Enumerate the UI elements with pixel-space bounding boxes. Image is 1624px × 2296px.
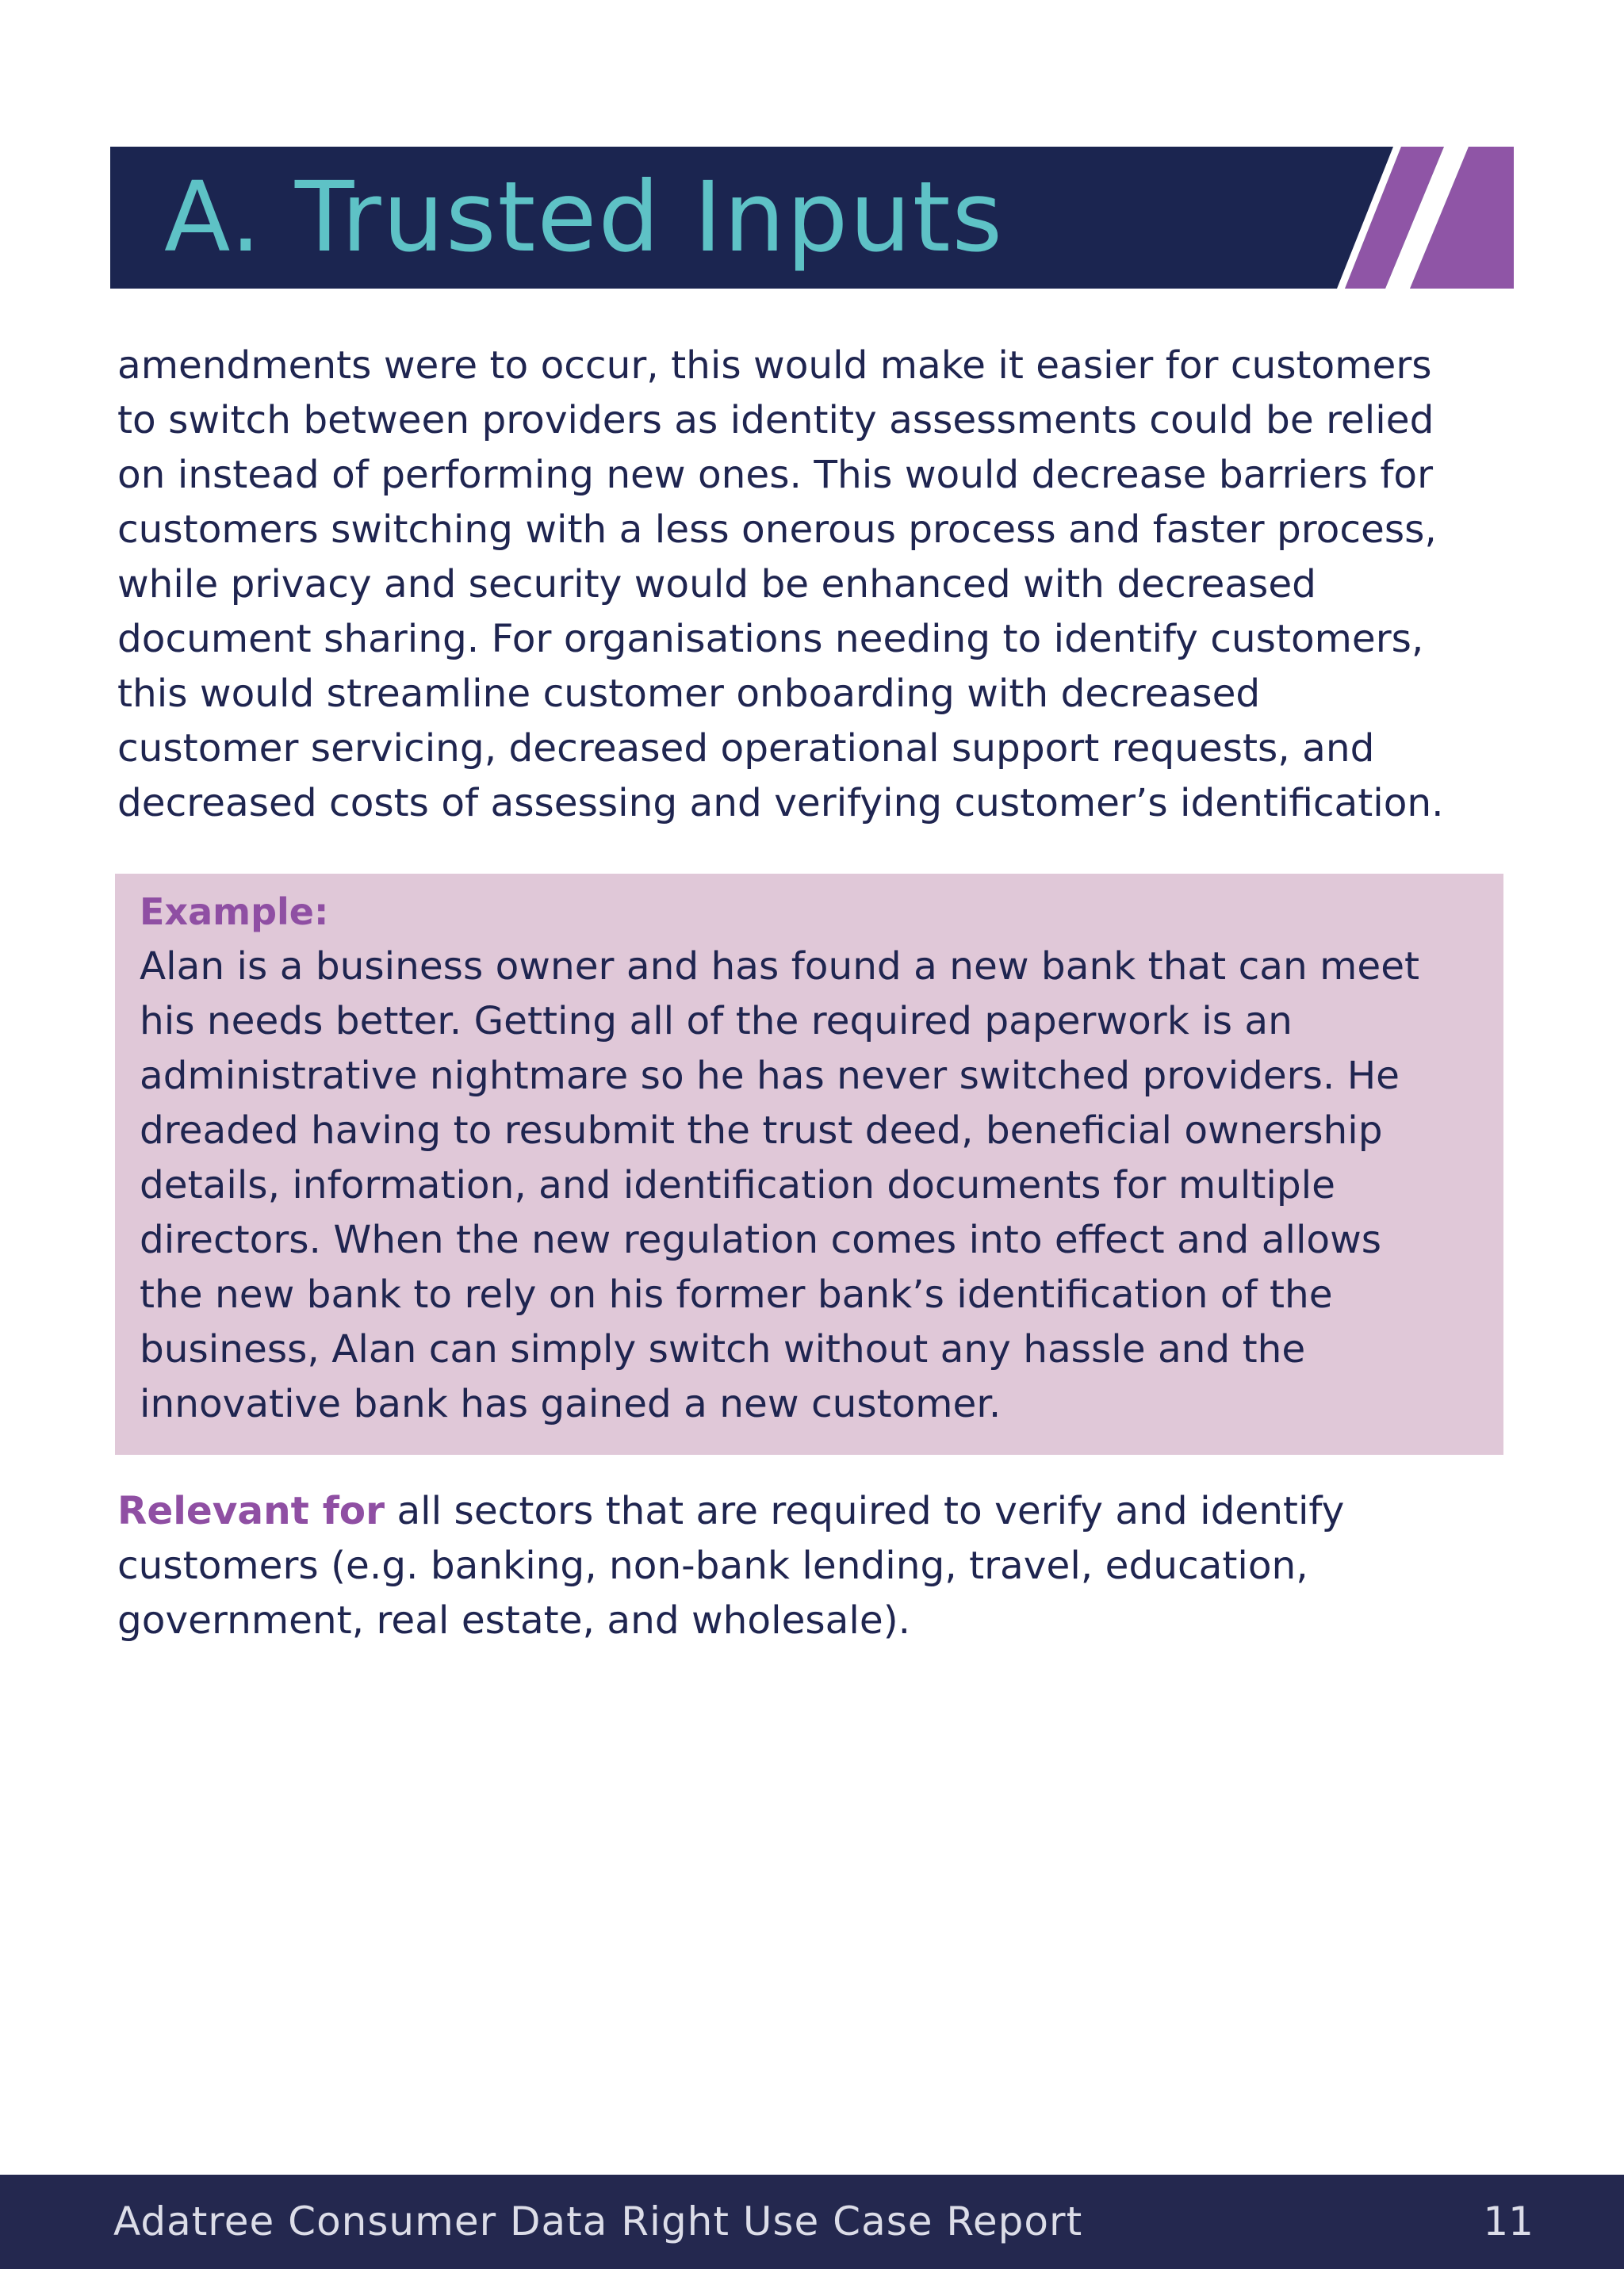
- example-label: Example:: [140, 890, 329, 933]
- example-line: business, Alan can simply switch without any hassle and the: [140, 1327, 1306, 1372]
- body-line: amendments were to occur, this would make it easier for customers: [117, 343, 1432, 388]
- example-line: directors. When the new regulation comes into effect and allows: [140, 1218, 1382, 1262]
- example-paragraph: [140, 939, 1419, 1432]
- example-line: Alan is a business owner and has found a new bank that can meet: [140, 944, 1420, 989]
- page-footer: [0, 2175, 1624, 2269]
- example-line: the new bank to rely on his former bank’s identification of the: [140, 1272, 1333, 1317]
- example-line: dreaded having to resubmit the trust deed, beneficial ownership: [140, 1108, 1383, 1153]
- body-line: document sharing. For organisations needing to identify customers,: [117, 617, 1424, 661]
- example-line: details, information, and identification documents for multiple: [140, 1163, 1335, 1207]
- relevant-line: government, real estate, and wholesale).: [117, 1598, 911, 1643]
- body-line: customers switching with a less onerous process and faster process,: [117, 507, 1437, 552]
- relevant-line: customers (e.g. banking, non-bank lending, travel, education,: [117, 1544, 1308, 1588]
- relevant-for-label: Relevant for: [117, 1489, 385, 1533]
- body-line: while privacy and security would be enhanced with decreased: [117, 562, 1316, 607]
- relevant-line-text: all sectors that are required to verify and identify: [385, 1489, 1345, 1533]
- example-line: innovative bank has gained a new customer.: [140, 1382, 1002, 1426]
- footer-report-title: Adatree Consumer Data Right Use Case Report: [113, 2198, 1083, 2244]
- example-line: administrative nightmare so he has never switched providers. He: [140, 1054, 1400, 1098]
- relevant-line: [117, 1484, 1344, 1539]
- footer-page-number: 11: [1483, 2198, 1534, 2244]
- section-header: [110, 147, 1514, 289]
- body-line: customer servicing, decreased operational support requests, and: [117, 726, 1375, 771]
- relevant-for-paragraph: [117, 1484, 1344, 1648]
- example-callout: [115, 874, 1503, 1455]
- example-line: his needs better. Getting all of the required paperwork is an: [140, 999, 1293, 1043]
- body-line: on instead of performing new ones. This would decrease barriers for: [117, 453, 1434, 497]
- body-line: this would streamline customer onboarding with decreased: [117, 672, 1261, 716]
- page-title: A. Trusted Inputs: [164, 161, 1005, 274]
- body-line: decreased costs of assessing and verifying customer’s identification.: [117, 781, 1444, 825]
- body-paragraph: [117, 339, 1497, 831]
- body-line: to switch between providers as identity assessments could be relied: [117, 398, 1434, 442]
